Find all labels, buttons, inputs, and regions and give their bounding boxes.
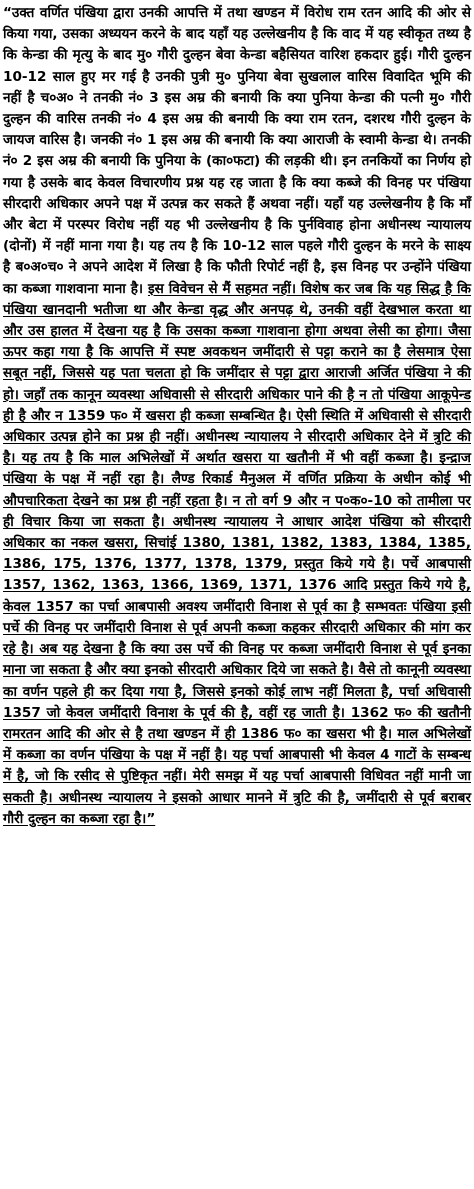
- quoted-text-underlined-part-2: इस विवेचन से मैं सहमत नहीं। विशेष कर जब कि यह सिद्ध है कि पंखिया खानदानी भतीजा था और केन्डा वृद्ध और अनपढ़ थे, उनकी वहीं देखभाल करता था और उस हालत में देखना यह है कि उसका कब्जा गाशवाना होगा अथवा लेसी का होगा।: [3, 280, 471, 340]
- judgment-paragraph: [3, 3, 471, 830]
- quoted-text-underlined-part-3: जैसा ऊपर कहा गया है कि आपत्ति में स्पष्ट अवकथन जमींदारी से पट्टा कराने का है लेसमात्र ऐसा सबूत नहीं, जिससे यह पता चलता हो कि जमींदार से पट्टा द्वारा आराजी अर्जित पंखिया ने की हो। जहाँ तक कानून व्यवस्था अधिवासी से सीरदारी अधिकार पाने की है न तो पंखिया आकूपेन्ड ही है और न 1359 फ० में खसरा ही कब्जा सम्बन्धित है। ऐसी स्थिति में अधिवासी से सीरदारी अधिकार उत्पन्न होने का प्रश्न ही नहीं। अधीनस्थ न्यायालय ने सीरदारी अधिकार देने में त्रुटि की है। यह तय है कि माल अभिलेखों में अर्थात खसरा या खतौनी में भी वहीं कब्जा है। इन्द्राज पंखिया के पक्ष में नहीं रहा है। लैण्ड रिकार्ड मैनुअल में वर्णित प्रक्रिया के अधीन कोई भी औपचारिकता देखने का प्रश्न ही नहीं रहता है। न तो वर्ग 9 और न प०क०-10 को तामीला पर ही विचार किया जा सकता है। अधीनस्थ न्यायालय ने आधार आदेश पंखिया को सीरदारी अधिकार का नकल खसरा, सिचांई 1380, 1381, 1382, 1383, 1384, 1385, 1386, 175, 1376, 1377, 1378, 1379, प्रस्तुत किये गये है। पर्चे आबपासी 1357, 1362, 1363, 1366, 1369, 1371, 1376 आदि प्रस्तुत किये गये है, केवल 1357 का पर्चा आबपासी अवश्य जमींदारी विनाश से पूर्व का है सम्भवतः पंखिया इसी पर्चे की विनह पर जमींदारी विनाश से पूर्व अपनी कब्जा कहकर सीरदारी अधिकार की मांग कर रहे है। अब यह देखना है कि क्या उस पर्चे की विनह पर कब्जा जमींदारी विनाश से पूर्व इनका माना जा सकता है और क्या इनको सीरदारी अधिकार दिये जा सकते है। वैसे तो कानूनी व्यवस्था का वर्णन पहले ही कर दिया गया है, जिससे इनको कोई लाभ नहीं मिलता है, पर्चा अधिवासी 1357 जो केवल जमींदारी विनाश के पूर्व की है, वहीं रह जाती है। 1362 फ० की खतौनी रामरतन आदि की ओर से है तथा खण्डन में ही 1386 फ० का खसरा भी है। माल अभिलेखों में कब्जा का वर्णन पंखिया के पक्ष में नहीं है। यह पर्चा आबपासी भी केवल 4 गाटों के सम्बन्ध में है, जो कि रसीद से पुष्टिकृत नहीं। मेरी समझ में यह पर्चा आबपासी विधिवत नहीं मानी जा सकती है। अधीनस्थ न्यायालय ने इसको आधार मानने में त्रुटि की है, जमींदारी से पूर्व बराबर गौरी दुल्हन का कब्जा रहा है।”: [3, 323, 471, 827]
- quoted-text-part-1: “उक्त वर्णित पंखिया द्वारा उनकी आपत्ति में तथा खण्डन में विरोध राम रतन आदि की ओर से किया गया, उसका अध्ययन करने के बाद यहाँ यह उल्लेखनीय है कि वाद में यह स्वीकृत तथ्य है कि केन्डा की मृत्यु के बाद मु० गौरी दुल्हन बेवा केन्डा बहैसियत वारिश हकदार हुई। गौरी दुल्हन 10-12 साल हुए मर गई है उनकी पुत्री मु० पुनिया बेवा सुखलाल वारिस विवादित भूमि की नहीं है च०अ० ने तनकी नं० 3 इस अम्र की बनायी कि क्या पुनिया केन्डा की पत्नी मु० गौरी दुल्हन की वारिस तनकी नं० 4 इस अम्र की बनायी कि क्या राम रतन, दशरथ गौरी दुल्हन के जायज वारिस है। जनकी नं० 1 इस अम्र की बनायी कि क्या आराजी के स्वामी केन्डा थे। तनकी नं० 2 इस अम्र की बनायी कि पुनिया के (का०फटा) की लड़की थी। इन तनकियों का निर्णय हो गया है उसके बाद केवल विचारणीय प्रश्न यह रह जाता है कि क्या कब्जे की विनह पर पंखिया सीरदारी अधिकार अपने पक्ष में उत्पन्न कर सकते हैं अथवा नहीं। यहाँ यह उल्लेखनीय है कि माँ और बेटा में परस्पर विरोध नहीं यह भी उल्लेखनीय है कि पुर्नविवाह होना अधीनस्थ न्यायालय (दोनों) में नहीं माना गया है। यह तय है कि 10-12 साल पहले गौरी दुल्हन के मरने के साक्ष्य है ब०अ०च० ने अपने आदेश में लिखा है कि फौती रिपोर्ट नहीं है, इस विनह पर उन्होंने पंखिया का कब्जा गाशवाना माना है।: [3, 5, 471, 297]
